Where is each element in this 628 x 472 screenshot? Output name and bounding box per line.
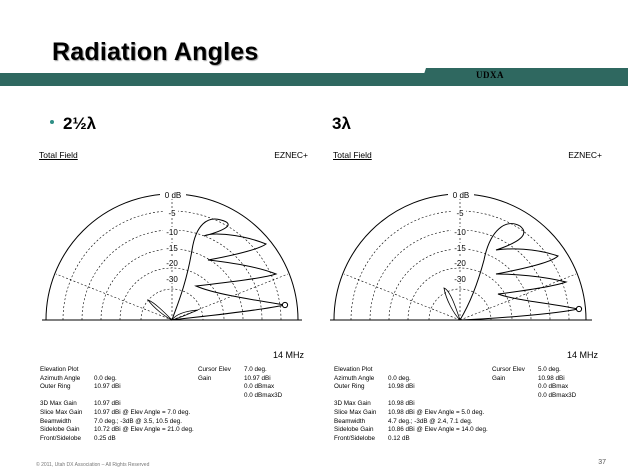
azimuth-label: Azimuth Angle	[334, 374, 375, 382]
front-sidelobe-value: 0.25 dB	[94, 434, 116, 442]
ring-label-10db: -10	[166, 228, 178, 237]
ring-label-30db: -30	[454, 275, 466, 284]
plot-info-right	[334, 366, 604, 443]
max-gain-label: 3D Max Gain	[334, 400, 371, 408]
max-gain-value: 10.98 dBi	[388, 400, 415, 408]
gain-dbmax3d: 0.0 dBmax3D	[244, 391, 283, 399]
copyright-footer: © 2011, Utah DX Association – All Rights Reserved	[36, 462, 150, 468]
gain-dbmax: 0.0 dBmax	[244, 383, 275, 391]
grid-line-left	[344, 274, 460, 320]
radiation-pattern-trace	[460, 224, 578, 320]
total-field-label: Total Field	[333, 150, 372, 160]
radiation-pattern-back-lobe	[444, 288, 460, 320]
beamwidth-value: 7.0 deg.; -3dB @ 3.5, 10.5 deg.	[94, 417, 182, 425]
azimuth-value: 0.0 deg.	[94, 374, 117, 382]
gain-label: Gain	[492, 374, 506, 382]
plot-info-left	[40, 366, 310, 443]
ring-label-5db: -5	[456, 209, 464, 218]
azimuth-label: Azimuth Angle	[40, 374, 81, 382]
front-sidelobe-label: Front/Sidelobe	[40, 434, 81, 442]
ring-label-20db: -20	[166, 259, 178, 268]
frequency-label: 14 MHz	[272, 350, 304, 360]
plot-type: Elevation Plot	[40, 366, 79, 373]
sidelobe-value: 10.72 dBi @ Elev Angle = 21.0 deg.	[94, 426, 194, 434]
cursor-label: Cursor Elev	[198, 366, 231, 373]
ring-label-30db: -30	[166, 275, 178, 284]
total-field-label: Total Field	[39, 150, 78, 160]
slice-gain-value: 10.98 dBi @ Elev Angle = 5.0 deg.	[388, 408, 485, 416]
gain-dbmax3d: 0.0 dBmax3D	[538, 391, 577, 399]
front-sidelobe-value: 0.12 dB	[388, 434, 410, 442]
title-band-tab	[420, 68, 628, 86]
slide-title: Radiation Angles	[52, 38, 259, 66]
plot-type: Elevation Plot	[334, 366, 373, 373]
ring-label-15db: -15	[166, 244, 178, 253]
gain-label: Gain	[198, 374, 212, 382]
outer-ring-value: 10.98 dBi	[388, 383, 415, 391]
udxa-badge: UDXA	[476, 70, 504, 80]
frequency-label: 14 MHz	[566, 350, 598, 360]
gain-dbmax: 0.0 dBmax	[538, 383, 569, 391]
bullet-icon	[50, 120, 54, 124]
outer-ring-label: Outer Ring	[40, 383, 71, 391]
plot-panel-left	[36, 150, 308, 450]
beamwidth-label: Beamwidth	[334, 417, 366, 425]
radiation-pattern-trace	[172, 219, 285, 320]
elevation-plot-right	[330, 190, 602, 340]
slice-gain-label: Slice Max Gain	[40, 408, 83, 416]
grid-line-left	[56, 274, 172, 320]
radiation-pattern-back-lobe	[148, 300, 172, 320]
beamwidth-value: 4.7 deg.; -3dB @ 2.4, 7.1 deg.	[388, 417, 473, 425]
eznec-label: EZNEC+	[274, 150, 308, 160]
cursor-marker	[576, 306, 581, 311]
max-gain-value: 10.97 dBi	[94, 400, 121, 408]
ring-label-5db: -5	[168, 209, 176, 218]
beamwidth-label: Beamwidth	[40, 417, 72, 425]
ring-label-0db: 0 dB	[452, 191, 470, 200]
elevation-plot-left	[36, 190, 308, 340]
ring-label-20db: -20	[454, 259, 466, 268]
sidelobe-label: Sidelobe Gain	[334, 426, 374, 434]
ring-label-15db: -15	[454, 244, 466, 253]
cursor-value: 7.0 deg.	[244, 366, 267, 373]
front-sidelobe-label: Front/Sidelobe	[334, 434, 375, 442]
ring-label-10db: -10	[454, 228, 466, 237]
max-gain-label: 3D Max Gain	[40, 400, 77, 408]
heading-left: 2½λ	[63, 114, 97, 133]
page-number: 37	[598, 459, 606, 466]
cursor-value: 5.0 deg.	[538, 366, 561, 373]
gain-value: 10.97 dBi	[244, 374, 271, 382]
sidelobe-value: 10.86 dBi @ Elev Angle = 14.0 deg.	[388, 426, 488, 434]
outer-ring-label: Outer Ring	[334, 383, 365, 391]
ring-label-0db: 0 dB	[164, 191, 182, 200]
heading-right: 3λ	[332, 114, 351, 133]
slice-gain-label: Slice Max Gain	[334, 408, 377, 416]
outer-ring-value: 10.97 dBi	[94, 383, 121, 391]
azimuth-value: 0.0 deg.	[388, 374, 411, 382]
cursor-label: Cursor Elev	[492, 366, 525, 373]
cursor-marker	[282, 302, 287, 307]
slice-gain-value: 10.97 dBi @ Elev Angle = 7.0 deg.	[94, 408, 191, 416]
gain-value: 10.98 dBi	[538, 374, 565, 382]
sidelobe-label: Sidelobe Gain	[40, 426, 80, 434]
plot-panel-right	[330, 150, 602, 450]
eznec-label: EZNEC+	[568, 150, 602, 160]
